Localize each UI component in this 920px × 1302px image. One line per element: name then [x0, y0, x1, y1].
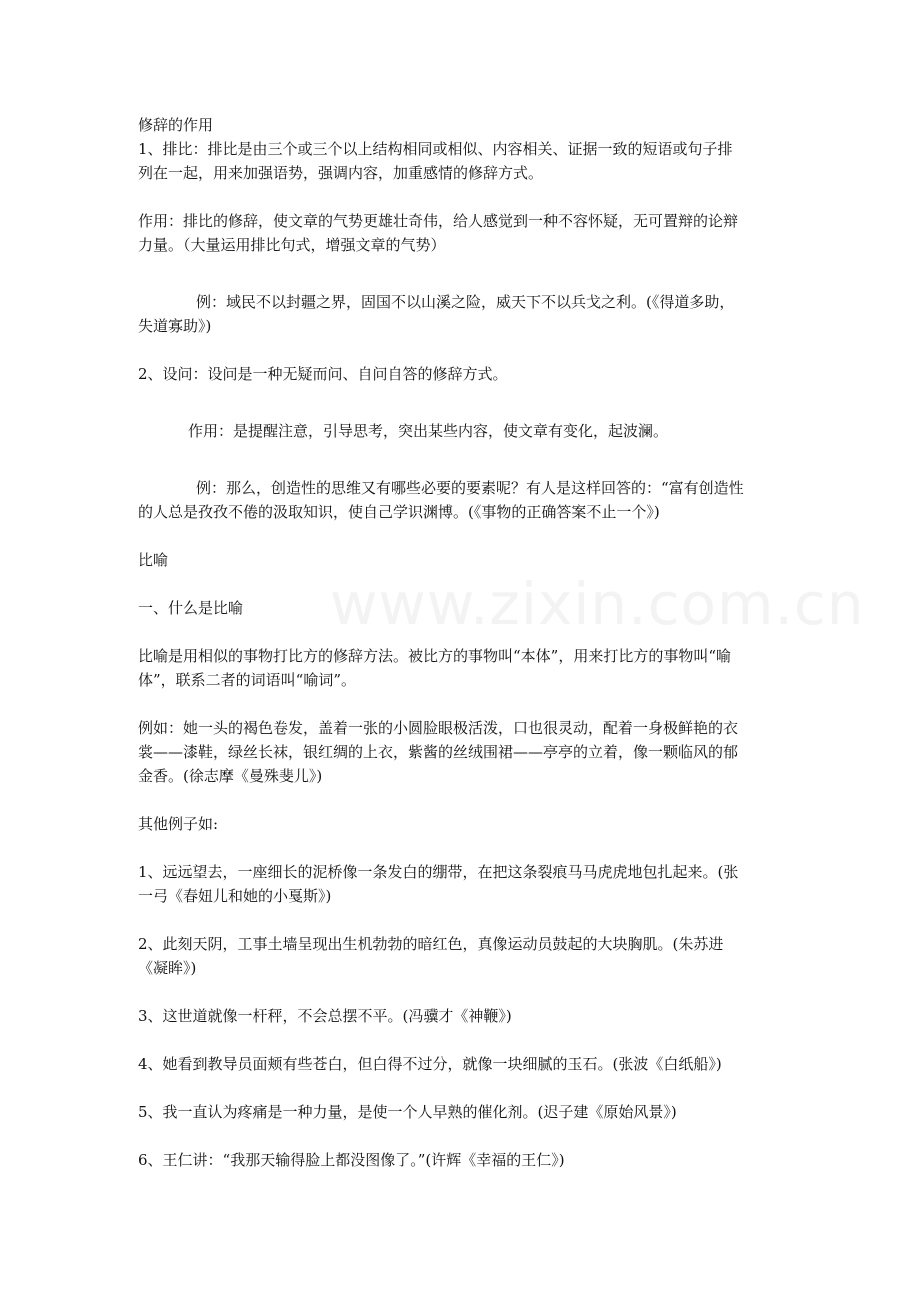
metaphor-example-cont: 裳——漆鞋，绿丝长袜，银红绸的上衣，紫酱的丝绒围裙——亭亭的立着，像一颗临风的郁	[138, 743, 739, 761]
parallelism-effect: 作用：排比的修辞，使文章的气势更雄壮奇伟，给人感觉到一种不容怀疑，无可置辩的论辩	[138, 212, 739, 230]
parallelism-example-cont: 失道寡助》)	[138, 317, 212, 335]
rhetorical-question-definition: 2、设问：设问是一种无疑而问、自问自答的修辞方式。	[138, 365, 508, 383]
example-item: 3、这世道就像一杆秤，不会总摆不平。(冯骥才《神鞭》)	[138, 1007, 512, 1025]
document-title: 修辞的作用	[138, 116, 214, 134]
example-item: 4、她看到教导员面颊有些苍白，但白得不过分，就像一块细腻的玉石。(张波《白纸船》)	[138, 1055, 722, 1073]
rhetorical-question-example-cont: 的人总是孜孜不倦的汲取知识，使自己学识渊博。(《事物的正确答案不止一个》)	[138, 503, 660, 521]
example-item: 6、王仁讲：“我那天输得脸上都没图像了。”(许辉《幸福的王仁》)	[138, 1151, 565, 1169]
rhetorical-question-example: 例：那么，创造性的思维又有哪些必要的要素呢？有人是这样回答的：“富有创造性	[196, 479, 744, 497]
parallelism-example: 例：域民不以封疆之界，固国不以山溪之险，威天下不以兵戈之利。(《得道多助，	[196, 293, 735, 311]
rhetorical-question-section	[138, 362, 786, 524]
metaphor-subheading: 一、什么是比喻	[138, 599, 244, 617]
example-item: 1、远远望去，一座细长的泥桥像一条发白的绷带，在把这条裂痕马马虎虎地包扎起来。(张	[138, 863, 739, 881]
watermark: www.zixin.com.cn	[330, 570, 865, 638]
metaphor-definition-cont: 体”，联系二者的词语叫“喻词”。	[138, 671, 357, 689]
parallelism-section	[138, 137, 786, 338]
example-item-cont: 一弓《春妞儿和她的小戛斯》)	[138, 887, 332, 905]
parallelism-definition-cont: 列在一起，用来加强语势，强调内容，加重感情的修辞方式。	[138, 164, 544, 182]
metaphor-section	[138, 548, 786, 1172]
example-item: 5、我一直认为疼痛是一种力量，是使一个人早熟的催化剂。(迟子建《原始风景》)	[138, 1103, 677, 1121]
rhetorical-question-effect: 作用：是提醒注意，引导思考，突出某些内容，使文章有变化，起波澜。	[188, 422, 669, 440]
metaphor-example: 例如：她一头的褐色卷发，盖着一张的小圆脸眼极活泼，口也很灵动，配着一身极鲜艳的衣	[138, 719, 739, 737]
example-item-cont: 《凝眸》)	[138, 959, 197, 977]
example-item: 2、此刻天阴，工事土墙呈现出生机勃勃的暗红色，真像运动员鼓起的大块胸肌。(朱苏进	[138, 935, 724, 953]
parallelism-definition: 1、排比：排比是由三个或三个以上结构相同或相似、内容相关、证据一致的短语或句子排	[138, 140, 733, 158]
metaphor-definition: 比喻是用相似的事物打比方的修辞方法。被比方的事物叫“本体”，用来打比方的事物叫“喻	[138, 647, 732, 665]
metaphor-heading: 比喻	[138, 551, 169, 569]
document-body	[138, 113, 786, 1172]
other-examples-heading: 其他例子如:	[138, 815, 219, 833]
metaphor-example-cont: 金香。(徐志摩《曼殊斐儿》)	[138, 767, 323, 785]
parallelism-effect-cont: 力量。（大量运用排比句式，增强文章的气势）	[138, 236, 446, 254]
